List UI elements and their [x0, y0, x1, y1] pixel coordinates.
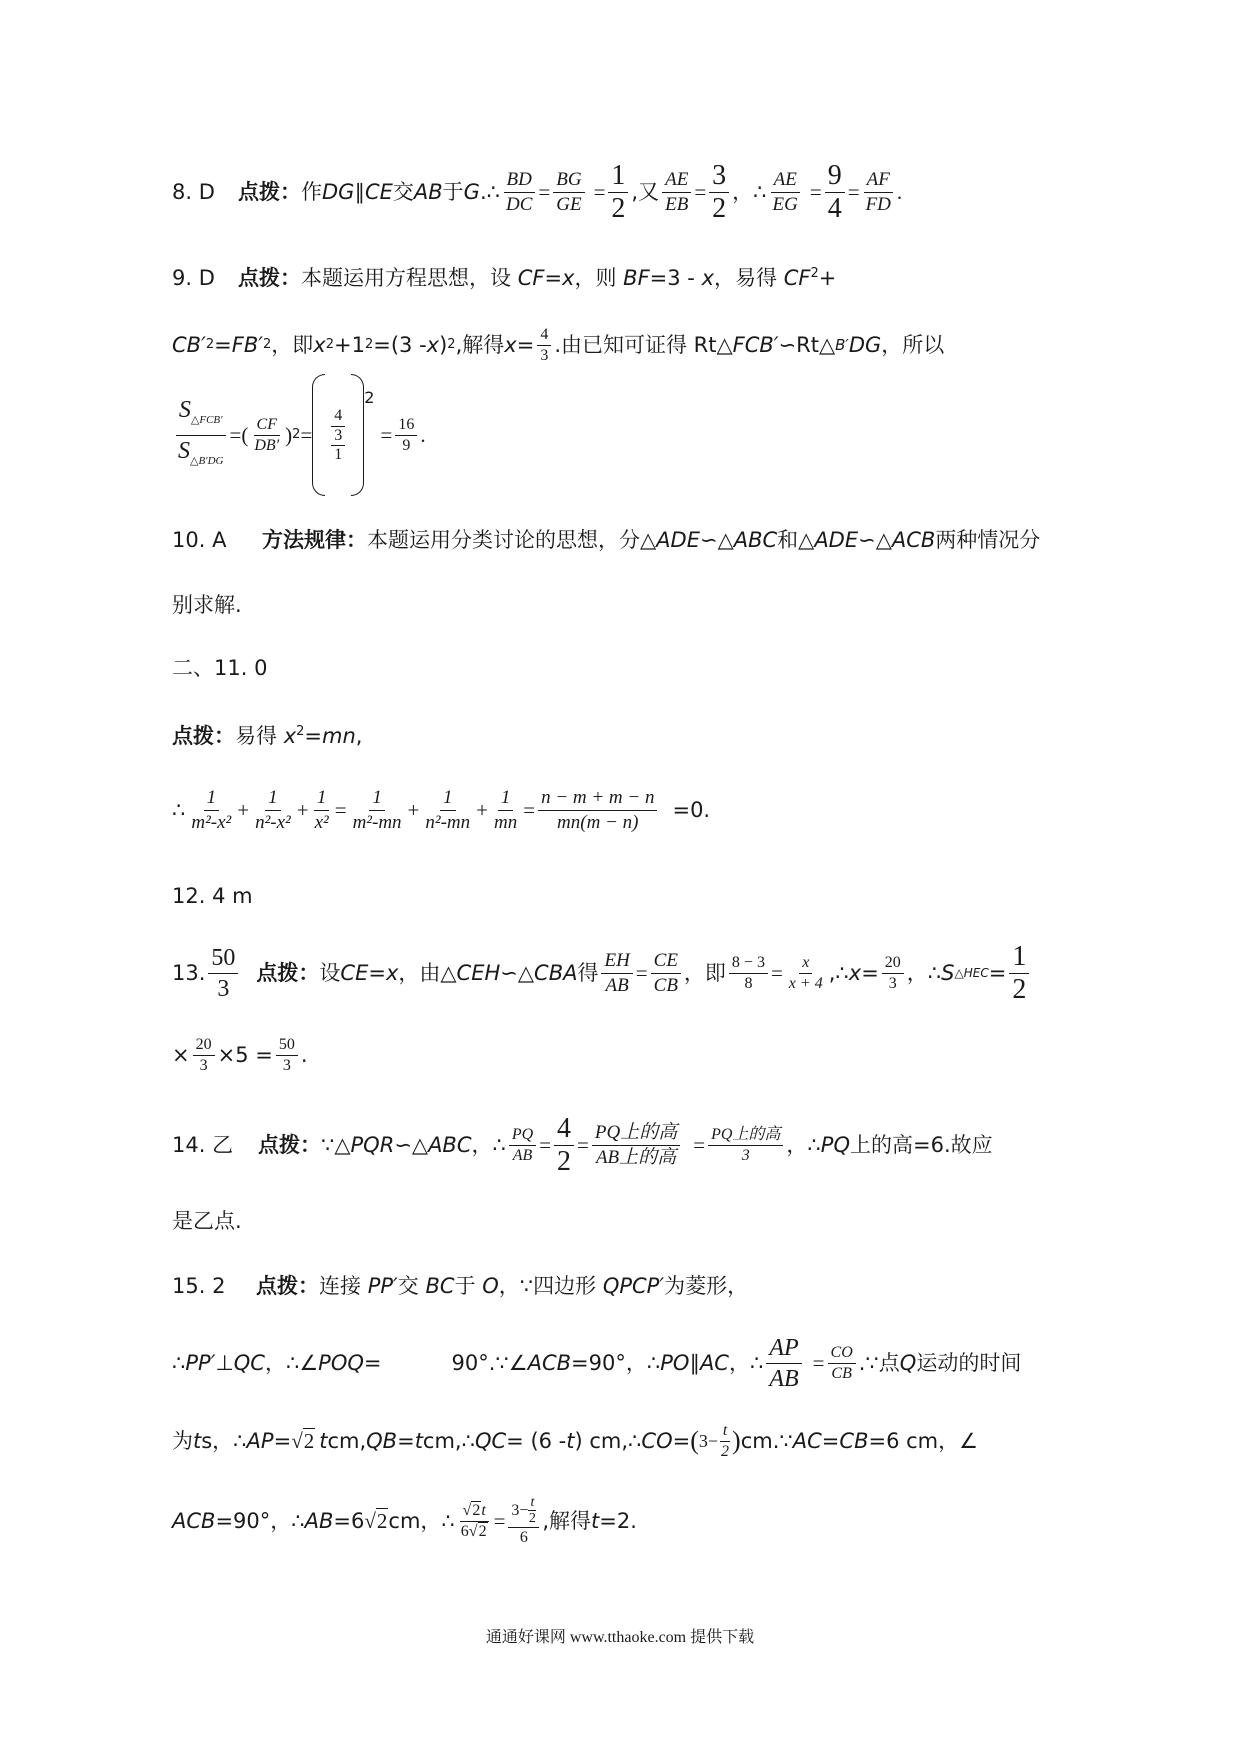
q9-text: =	[300, 423, 313, 447]
q15-text: ∥	[689, 1351, 700, 1375]
q15-text: PP′	[185, 1351, 216, 1375]
fraction: $\frac{n - m + m - n}{mn(m - n)}$	[538, 787, 657, 834]
fraction: $\frac{20}{3}$	[882, 954, 904, 993]
q14-text: ABC	[428, 1133, 472, 1157]
q9-text: x	[313, 333, 326, 357]
q15-text: QC	[474, 1429, 507, 1453]
q9-text: CF	[783, 266, 811, 290]
q9-text: +	[818, 266, 837, 290]
q10-text: 本题运用分类讨论的思想，分△	[367, 528, 657, 552]
q15-text: =	[273, 1429, 292, 1453]
q13-text: CBA	[534, 961, 578, 985]
q15-text: ，∴∠	[264, 1351, 319, 1375]
q15-text: 3−	[698, 1431, 719, 1451]
q14-text: ，∴	[786, 1133, 821, 1157]
fraction: $\frac{1}{\text{n²-x²}}$	[255, 786, 291, 833]
q15-text: =	[672, 1429, 691, 1453]
fraction: $\frac{AE}{EB}$	[662, 169, 691, 216]
q15-text: QPCP′	[602, 1274, 665, 1298]
q15-text: =	[363, 1351, 382, 1375]
q14-text: =	[693, 1133, 706, 1157]
q8-line: 8. D 点拨： 作 DG ∥ CE 交 AB 于 G .∴ $\frac{BD}{DC}$ = $\frac{BG}{GE}$ = $\frac{1}{2}$ ,又 $\frac{AE}{EB}$ = $\frac{3}{2}$ ，∴ $\frac{AE}{EG}$ = $\frac{9}{4}$ = $\frac{AF}{FD}$ .	[172, 159, 903, 224]
footer-credit: 通通好课网 www.tthaoke.com 提供下载	[485, 1629, 755, 1646]
q15-text: t	[193, 1429, 202, 1453]
q9-text: =	[544, 266, 563, 290]
q9-text: ，则	[574, 266, 624, 290]
q15-text: POQ	[318, 1351, 364, 1375]
q9-text: )	[285, 423, 293, 447]
q9-text: =3 -	[649, 266, 702, 290]
q14-text: =	[539, 1133, 552, 1157]
q8-text: CE	[364, 180, 393, 204]
q10-text: 两种情况分	[935, 528, 1041, 552]
q9-text: CF	[517, 266, 545, 290]
q11-text: mn	[322, 724, 356, 748]
fraction: $\frac{9}{4}$	[825, 161, 845, 224]
q9-sup: 2	[364, 388, 375, 407]
sqrt: √2	[364, 1509, 388, 1533]
q15-number: 15. 2	[172, 1274, 226, 1298]
q15-text: 运动的时间	[916, 1351, 1022, 1375]
q13-text: CEH	[456, 961, 501, 985]
q9-line1	[172, 258, 1070, 294]
q11-line3: ∴ $\frac{1}{\text{m²-x²}}$ + $\frac{1}{\text{n²-x²}}$ + $\frac{1}{\text{x²}}$ = $\frac{1}{\text{m²-mn}}$ + $\frac{1}{\text{n²-mn}}$ + $\frac{1}{mn}$ = $\frac{n - m + m - n}{mn(m - n)}$ =0.	[172, 786, 711, 833]
q9-text: =(3 -	[373, 333, 427, 357]
q15-text: =90°，∴	[215, 1509, 305, 1533]
q9-sup: 2	[292, 427, 301, 442]
q9-text: .由已知可证得 Rt△	[554, 333, 733, 357]
q15-text: cm，∴	[388, 1509, 455, 1533]
fraction: $\frac{1}{\text{m²-mn}}$	[352, 786, 402, 833]
fraction: $\frac{1}{\text{m²-x²}}$	[191, 786, 232, 833]
q15-text: Q	[899, 1351, 917, 1375]
q15-text: ,解得	[542, 1509, 592, 1533]
q13-text: ，∴	[906, 961, 942, 985]
q13-text: ，由△	[398, 961, 457, 985]
q8-text: ∥	[354, 180, 365, 204]
q13-text: CE	[340, 961, 369, 985]
q14-text: 上的高=6.故应	[849, 1133, 993, 1157]
q8-text: ,又	[631, 180, 660, 204]
q9-text: B′	[835, 336, 849, 354]
q15-text: t	[591, 1509, 600, 1533]
q13-label: 点拨：	[256, 961, 320, 985]
q13-text: ，即	[683, 961, 726, 985]
q13-text: ∽△	[500, 961, 535, 985]
q14-text: =	[577, 1133, 589, 1157]
q9-text: ，易得	[714, 266, 784, 290]
q9-text: BF	[623, 266, 650, 290]
fraction: $\frac{t}{2}$	[721, 1421, 730, 1460]
q9-sup: 2	[364, 337, 374, 352]
q15-text: =	[493, 1509, 506, 1533]
q15-text: = (6 -	[506, 1429, 567, 1453]
q11-line2	[172, 716, 1070, 752]
q8-label: 点拨：	[238, 180, 301, 204]
q9-line3	[172, 370, 1070, 500]
q9-label: 点拨：	[238, 266, 301, 290]
q9-text: =(	[229, 423, 249, 447]
q15-text: ACB	[527, 1351, 572, 1375]
q13-text: =	[368, 961, 386, 985]
q9-text: FB′	[231, 333, 263, 357]
q14-text: ∵△	[321, 1133, 351, 1157]
q13-text: 得	[577, 961, 599, 985]
q14-text: ∽△	[394, 1133, 429, 1157]
q15-text: PP′	[367, 1274, 398, 1298]
q15-text: ⊥	[215, 1351, 234, 1375]
q15-text: cm.∵	[740, 1429, 793, 1453]
q13-text: ×5 =	[217, 1043, 273, 1067]
q13-line2	[172, 1030, 1070, 1080]
q9-sup: 2	[810, 266, 819, 281]
q13-text: 设	[319, 961, 341, 985]
q15-text: AP	[246, 1429, 274, 1453]
q9-text: )	[439, 333, 448, 357]
q10-number: 10. A	[172, 528, 227, 552]
q15-text: t	[566, 1429, 575, 1453]
q8-number: 8. D	[172, 180, 215, 204]
q15-text: CB	[839, 1429, 869, 1453]
q8-text: 于	[442, 180, 464, 204]
q15-text: QC	[233, 1351, 265, 1375]
q14-number: 14. 乙	[172, 1133, 234, 1157]
q15-text: QB	[366, 1429, 398, 1453]
fraction: $\frac{\text{PQ上的高}}{\text{AB上的高}}$	[592, 1122, 680, 1169]
q15-text: O	[482, 1274, 499, 1298]
q15-text: ∴	[172, 1351, 186, 1375]
q14-line2: 是乙点.	[172, 1209, 242, 1233]
sqrt: √2	[291, 1429, 315, 1453]
q15-text: AC	[792, 1429, 822, 1453]
q14-line1	[172, 1112, 1070, 1178]
q9-sup: 2	[263, 337, 272, 352]
q11-text: ∴	[172, 798, 186, 822]
q15-text: cm,	[327, 1429, 367, 1453]
q8-text: DG	[322, 180, 355, 204]
q10-text: 和△	[777, 528, 815, 552]
q13-text: ×	[172, 1043, 190, 1067]
q15-text: cm,∴	[422, 1429, 475, 1453]
q10-text: ∽△	[858, 528, 892, 552]
q15-text: s，∴	[201, 1429, 247, 1453]
fraction: $\frac{1}{\text{n²-mn}}$	[425, 786, 471, 833]
fraction: $\frac{CF}{DB'}$	[254, 415, 280, 454]
q10-label: 方法规律：	[262, 528, 367, 552]
fraction: $\frac{PQ}{AB}$	[509, 1126, 536, 1165]
q12-line: 12. 4 m	[172, 884, 253, 908]
q15-text: t	[319, 1429, 328, 1453]
area-ratio-fraction: $\frac{S_{\triangle FCB'}}{S_{\triangle B'DG}}$	[175, 396, 226, 475]
q14-text: PQ	[820, 1133, 850, 1157]
q10-line1	[172, 524, 1070, 556]
q9-text: DG	[848, 333, 882, 357]
fraction: $\frac{EH}{AB}$	[601, 950, 632, 997]
q11-heading: 二、11. 0	[172, 656, 268, 680]
q9-text: +1	[334, 333, 365, 357]
q9-text: x	[426, 333, 440, 357]
q8-text: 作	[301, 180, 322, 204]
q15-text: =6	[333, 1509, 365, 1533]
fraction: $\frac{4}{3}$	[537, 326, 551, 365]
q15-line4	[172, 1486, 1070, 1556]
q15-text: =2.	[599, 1509, 637, 1533]
q13-sub: △HEC	[954, 966, 989, 980]
big-parenthesis: 4 3 1	[312, 374, 364, 496]
q9-text: CB′	[172, 333, 206, 357]
q9-text: .	[420, 423, 426, 447]
q15-text: .∵点	[858, 1351, 900, 1375]
fraction: $\frac{CE}{CB}$	[651, 950, 681, 997]
q11-text: 易得	[235, 724, 284, 748]
q15-text: AC	[699, 1351, 729, 1375]
fraction: $\frac{3}{2}$	[709, 161, 729, 224]
q9-text: ,解得	[455, 333, 505, 357]
q13-text: =	[861, 961, 879, 985]
q13-line1: 13. $\frac{50}{3}$ 点拨： 设 CE = x ，由△ CEH ∽△ CBA 得 $\frac{EH}{AB}$ = $\frac{CE}{CB}$ ，即 $\frac{8 - 3}{8}$ = $\frac{x}{x + 4}$ ,∴ x = $\frac{20}{3}$ ，∴ S △HEC = $\frac{1}{2}$	[172, 940, 1070, 1006]
q15-text: 连接	[319, 1274, 368, 1298]
q9-line2	[172, 320, 1070, 370]
q13-text: S	[941, 961, 955, 985]
fraction: $\frac{\text{PQ上的高}}{3}$	[708, 1126, 783, 1165]
q9-text: FCB′	[732, 333, 779, 357]
q10-line2: 别求解.	[172, 593, 242, 617]
q11-text: x	[283, 724, 297, 748]
fraction: $\frac{AF}{FD}$	[865, 168, 891, 215]
q9-sup: 2	[325, 337, 334, 352]
q13-number: 13.	[172, 961, 206, 985]
fraction: $\frac{4}{2}$	[554, 1114, 574, 1177]
q8-text: .∴	[479, 180, 500, 204]
q13-text: .	[300, 1043, 308, 1067]
q8-text: 交	[392, 180, 414, 204]
q9-text: 本题运用方程思想，设	[301, 266, 518, 290]
q9-sup: 2	[447, 337, 456, 352]
q10-text: ADE	[656, 528, 700, 552]
q9-sup: 2	[205, 337, 215, 352]
fraction: $\frac{x}{x + 4}$	[788, 953, 823, 992]
q15-text: t	[414, 1429, 423, 1453]
q13-text: =	[988, 961, 1007, 985]
fraction: $\frac{1}{2}$	[1009, 942, 1029, 1005]
q11-text: =	[304, 724, 323, 748]
q15-text: =	[821, 1429, 840, 1453]
q8-text: ，∴	[732, 180, 767, 204]
fraction: $\frac{AP}{AB}$	[766, 1334, 801, 1393]
q15-text: ACB	[172, 1509, 216, 1533]
q11-text: =0.	[672, 798, 711, 822]
q9-number: 9. D	[172, 266, 215, 290]
fraction: $\frac{50}{3}$	[276, 1036, 298, 1075]
q15-text: 于	[454, 1274, 483, 1298]
q15-text: 为	[172, 1429, 193, 1453]
q10-text: ABC	[733, 528, 778, 552]
q15-line1	[172, 1270, 1070, 1302]
q10-text: ACB	[891, 528, 936, 552]
q11-label: 点拨：	[172, 724, 235, 748]
fraction: 3− $\frac{t}{2}$ 6	[508, 1495, 539, 1547]
q10-text: ∽△	[699, 528, 734, 552]
q9-text: ，所以	[881, 333, 945, 357]
q13-text: ,∴	[828, 961, 849, 985]
q15-text: =	[812, 1351, 825, 1375]
q9-text: x	[504, 333, 517, 357]
q9-text: =	[516, 333, 535, 357]
q11-sup: 2	[296, 724, 305, 739]
q13-text: x	[385, 961, 399, 985]
fraction: $\frac{BD}{DC}$	[503, 169, 535, 216]
q15-text: =90°，∴	[571, 1351, 661, 1375]
q15-text: =	[397, 1429, 415, 1453]
q9-text: =	[380, 423, 393, 447]
fraction: $\frac{1}{mn}$	[493, 786, 518, 833]
q15-text: 交	[397, 1274, 426, 1298]
q9-text: x	[562, 266, 575, 290]
q14-label: 点拨：	[258, 1133, 321, 1157]
q15-text: BC	[425, 1274, 455, 1298]
q14-text: PQR	[350, 1133, 395, 1157]
fraction: $\frac{√2t}{6√2}$	[458, 1502, 491, 1541]
q15-text: 为菱形，	[664, 1274, 749, 1298]
q11-text: ,	[355, 724, 363, 748]
q10-text: ADE	[814, 528, 859, 552]
q15-line3: 为 t s，∴ AP = √2 t cm, QB = t cm,∴ QC = (6 - t ) cm,∴ CO = ( 3− $\frac{t}{2}$ ) cm.∵ AC = CB =6 cm，∠	[172, 1421, 978, 1460]
fraction: $\frac{8 - 3}{8}$	[729, 954, 768, 993]
q9-text: =	[214, 333, 232, 357]
q13-text: x	[848, 961, 862, 985]
q15-text: CO	[641, 1429, 673, 1453]
q15-text: AB	[304, 1509, 334, 1533]
q8-text: G	[463, 180, 480, 204]
q8-text: AB	[413, 180, 443, 204]
fraction: $\frac{50}{3}$	[208, 944, 238, 1003]
q15-text: ) cm,∴	[574, 1429, 642, 1453]
fraction: $\frac{BG}{GE}$	[553, 169, 584, 216]
q15-text: PO	[660, 1351, 690, 1375]
q9-text: ∽Rt△	[778, 333, 836, 357]
fraction: $\frac{AE}{EG}$	[772, 168, 798, 215]
q15-line2	[172, 1330, 1070, 1396]
fraction: $\frac{20}{3}$	[193, 1036, 215, 1075]
fraction: $\frac{1}{\text{x²}}$	[314, 786, 329, 833]
fraction: $\frac{CO}{CB}$	[828, 1344, 856, 1383]
q15-label: 点拨：	[256, 1274, 319, 1298]
fraction: $\frac{16}{9}$	[395, 416, 417, 455]
q15-text: =6 cm，∠	[868, 1429, 978, 1453]
q14-text: ，∴	[471, 1133, 506, 1157]
q9-text: x	[701, 266, 714, 290]
q9-text: ，即	[271, 333, 314, 357]
fraction: $\frac{1}{2}$	[608, 161, 628, 224]
q15-text: 90°.∵∠	[451, 1351, 528, 1375]
q15-text: ，∴	[728, 1351, 764, 1375]
q15-text: ，∵四边形	[498, 1274, 603, 1298]
